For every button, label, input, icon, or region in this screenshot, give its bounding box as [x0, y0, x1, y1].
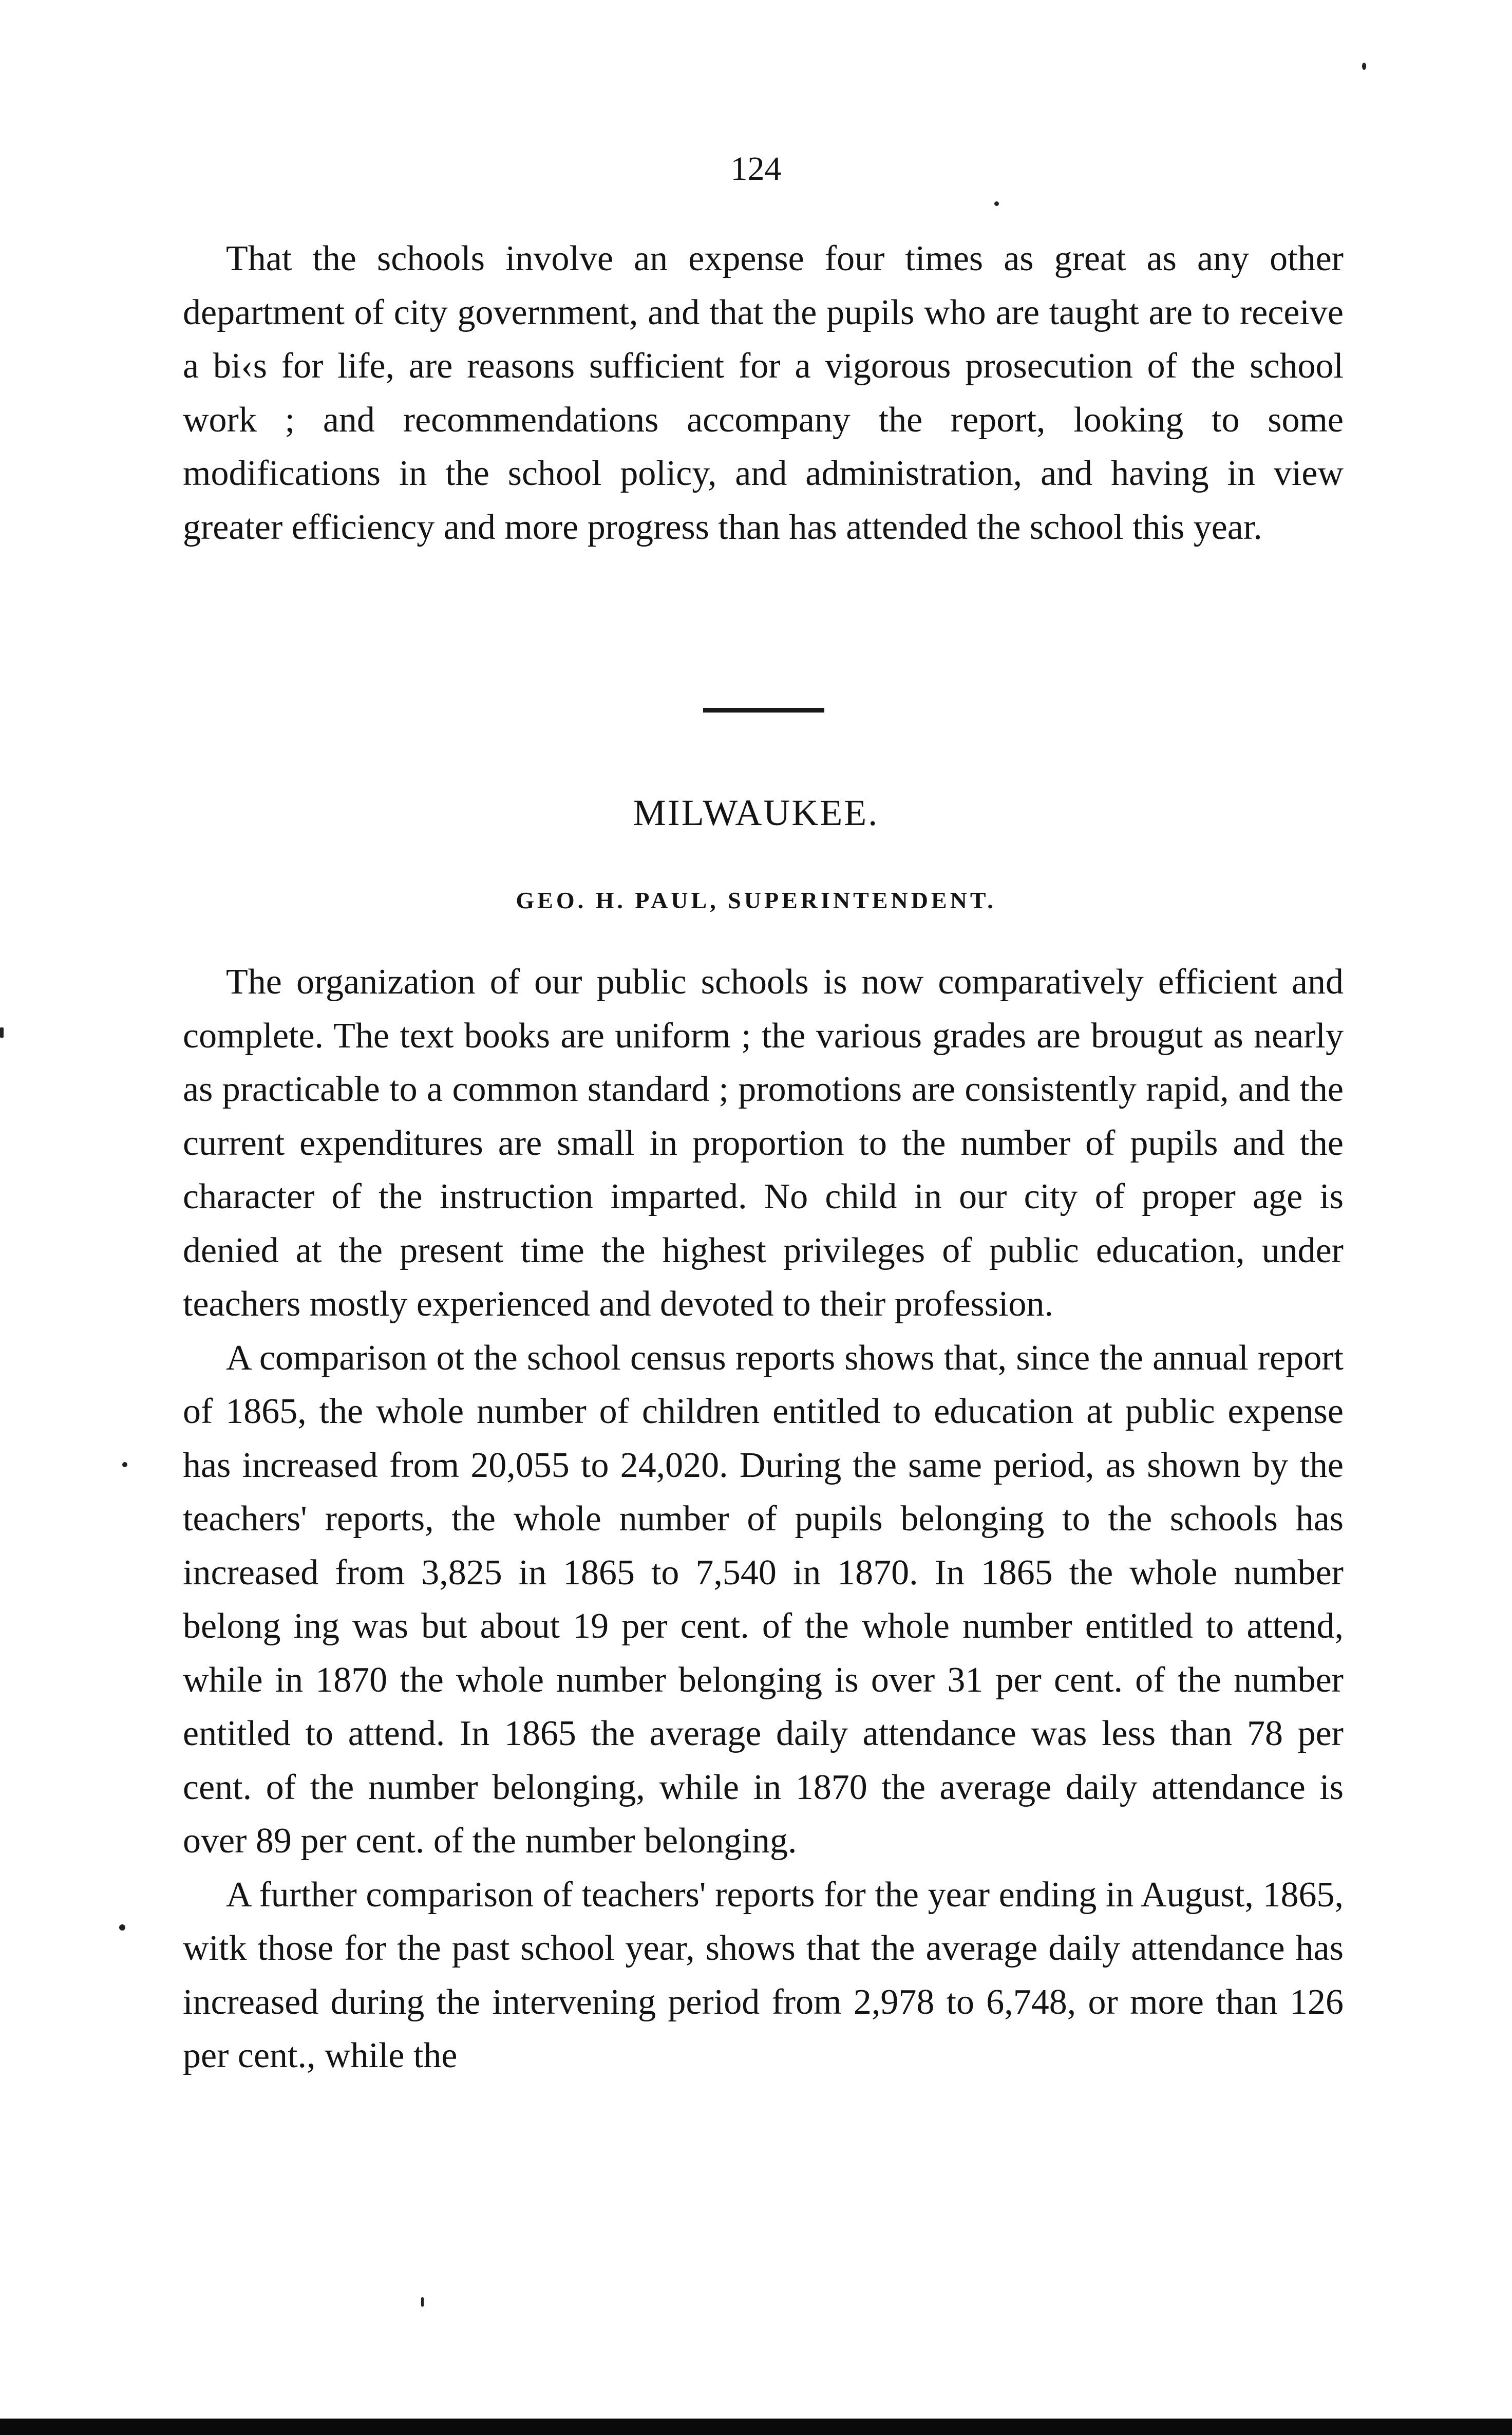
- body-paragraph-organization: The organization of our public schools is now comparatively efficient and complete. The text books are uniform ; the various grades are brougut as nearly as practicable to a common standard ; promotions are consistently rapid, and the current expenditures are small in proportion to the number of pupils and the character of the instruction imparted. No child in our city of proper age is denied at the present time the highest privileges of public education, under teachers mostly experienced and devoted to their profession.: [183, 962, 1344, 1324]
- section-title: MILWAUKEE.: [633, 792, 879, 833]
- ink-speck: [1362, 63, 1366, 70]
- page-number: 124: [730, 150, 782, 188]
- ink-speck: [122, 1462, 127, 1467]
- ink-speck: [994, 201, 999, 206]
- section-subtitle: GEO. H. PAUL, SUPERINTENDENT.: [516, 887, 996, 913]
- report-text-block: [183, 956, 1344, 2083]
- intro-text-block: [183, 232, 1344, 554]
- body-paragraph-attendance-comparison: A further comparison of teachers' reports for the year ending in August, 1865, witk those for the past school year, shows that the average daily attendance has increased during the intervening period from 2,978 to 6,748, or more than 126 per cent., while the: [183, 1875, 1344, 2075]
- body-paragraph-census-comparison: A comparison ot the school census reports shows that, since the annual report of 1865, the whole number of children entitled to education at public expense has increased from 20,055 to 24,020. During the same period, as shown by the teachers' reports, the whole number of pupils belonging to the schools has increased from 3,825 in 1865 to 7,540 in 1870. In 1865 the whole number belong ing was but about 19 per cent. of the whole number entitled to attend, while in 1870 the whole number belonging is over 31 per cent. of the number entitled to attend. In 1865 the average daily attendance was less than 78 per cent. of the number belonging, while in 1870 the average daily attendance is over 89 per cent. of the number belonging.: [183, 1338, 1344, 1861]
- ink-speck: [119, 1924, 125, 1931]
- intro-paragraph: That the schools involve an expense four times as great as any other department of city government, and that the pupils who are taught are to receive a bi‹s for life, are reasons sufficient for a vigorous prosecution of the school work ; and recommendations accompany the report, looking to some modifications in the school policy, and administration, and having in view greater efficiency and more progress than has attended the school this year.: [183, 239, 1344, 547]
- ink-speck: [0, 1027, 4, 1038]
- ink-speck: [421, 2297, 424, 2307]
- scan-bottom-edge: [0, 2419, 1512, 2435]
- section-divider: [703, 708, 824, 713]
